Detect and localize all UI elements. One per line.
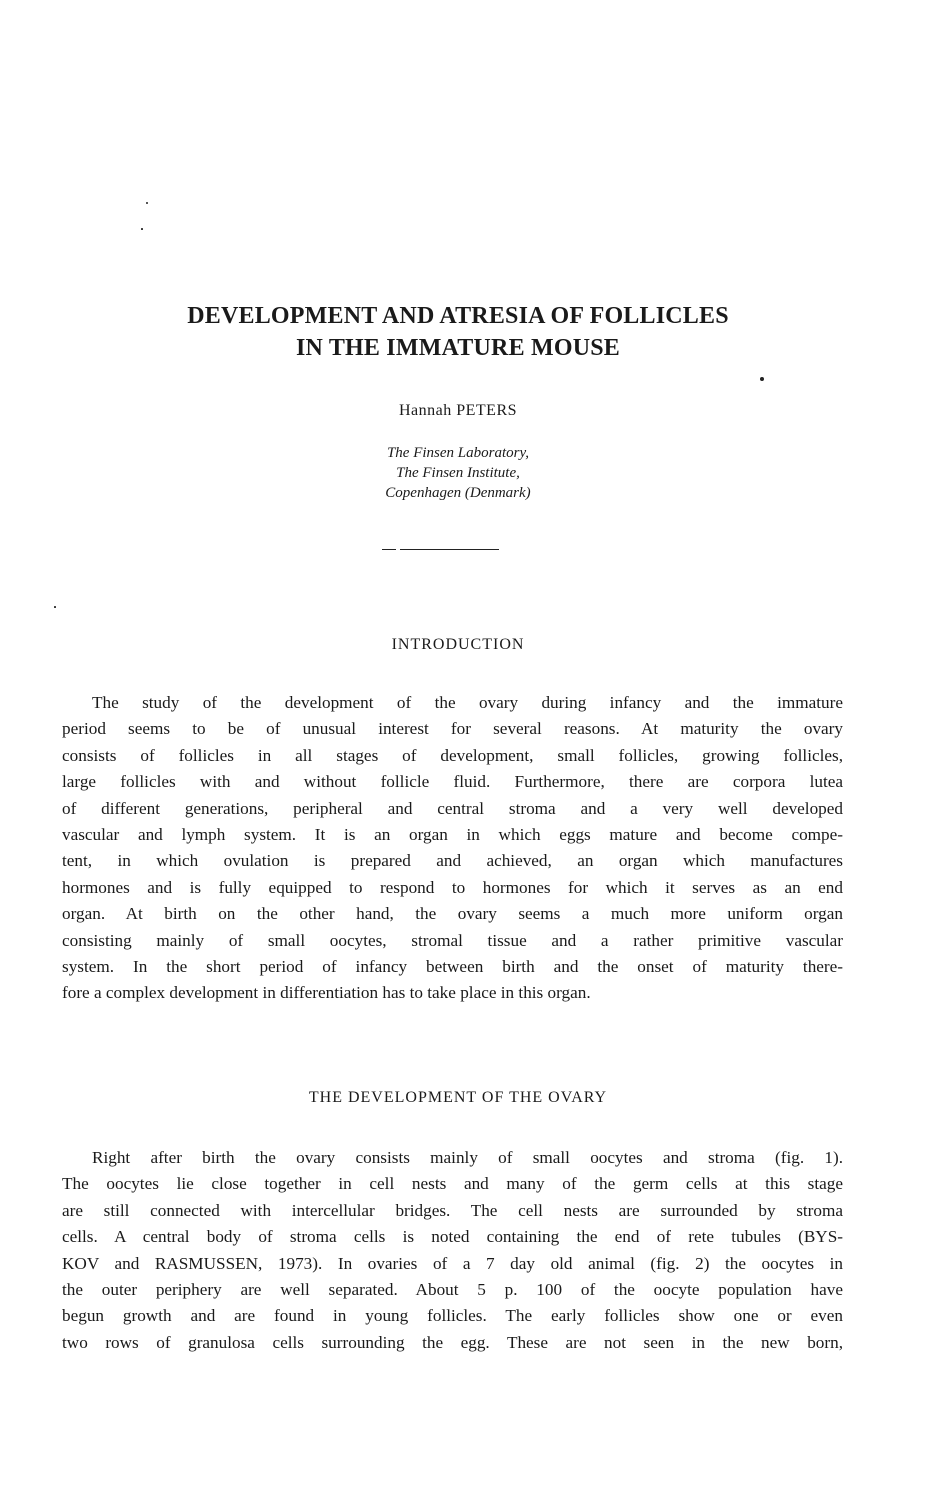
text-line: begun growth and are found in young follicles. The early follicles show one or even	[62, 1306, 843, 1326]
affiliation-line: Copenhagen (Denmark)	[385, 485, 531, 501]
development-paragraph	[62, 1145, 843, 1356]
text-line: two rows of granulosa cells surrounding the egg. These are not seen in the new born,	[62, 1332, 843, 1352]
text-line: KOV and RASMUSSEN, 1973). In ovaries of a 7 day old animal (fig. 2) the oocytes in	[62, 1253, 843, 1273]
paper-title	[88, 300, 828, 364]
separator-rule	[400, 549, 499, 550]
text-line: organ. At birth on the other hand, the ovary seems a much more uniform organ	[62, 904, 843, 924]
scan-speck	[760, 377, 764, 381]
text-line: tent, in which ovulation is prepared and achieved, an organ which manufactures	[62, 851, 843, 871]
text-line: The oocytes lie close together in cell nests and many of the germ cells at this stage	[62, 1174, 843, 1194]
text-line: system. In the short period of infancy between birth and the onset of maturity there-	[62, 957, 843, 977]
text-line: of different generations, peripheral and central stroma and a very well developed	[62, 798, 843, 818]
text-line: fore a complex development in differentiation has to take place in this organ.	[62, 983, 591, 1003]
scan-speck	[141, 228, 143, 230]
scan-speck	[54, 606, 56, 608]
section-heading-development: THE DEVELOPMENT OF THE OVARY	[308, 1089, 608, 1106]
scan-speck	[146, 202, 148, 204]
text-line: The study of the development of the ovary during infancy and the immature	[92, 693, 843, 712]
text-line: consisting mainly of small oocytes, stromal tissue and a rather primitive vascular	[62, 930, 843, 950]
text-line: are still connected with intercellular bridges. The cell nests are surrounded by stroma	[62, 1200, 843, 1220]
text-line: hormones and is fully equipped to respond to hormones for which it serves as an end	[62, 877, 843, 897]
text-line: cells. A central body of stroma cells is noted containing the end of rete tubules (BYS-	[62, 1227, 843, 1247]
section-heading-introduction: INTRODUCTION	[391, 636, 525, 653]
text-line: large follicles with and without follicle fluid. Furthermore, there are corpora lutea	[62, 772, 843, 792]
title-line: IN THE IMMATURE MOUSE	[295, 335, 620, 361]
introduction-paragraph	[62, 690, 843, 1007]
author-name: Hannah PETERS	[398, 402, 518, 419]
affiliation-line: The Finsen Laboratory,	[386, 445, 530, 461]
text-line: Right after birth the ovary consists mainly of small oocytes and stroma (fig. 1).	[92, 1148, 843, 1167]
text-line: vascular and lymph system. It is an organ in which eggs mature and become compe-	[62, 825, 843, 845]
affiliation-line: The Finsen Institute,	[396, 465, 520, 481]
title-line: DEVELOPMENT AND ATRESIA OF FOLLICLES	[187, 303, 729, 329]
text-line: the outer periphery are well separated. About 5 p. 100 of the oocyte population have	[62, 1280, 843, 1300]
text-line: consists of follicles in all stages of development, small follicles, growing follicles,	[62, 745, 843, 765]
text-line: period seems to be of unusual interest for several reasons. At maturity the ovary	[62, 719, 843, 739]
author-affiliation	[88, 443, 828, 503]
separator-rule	[382, 549, 396, 550]
